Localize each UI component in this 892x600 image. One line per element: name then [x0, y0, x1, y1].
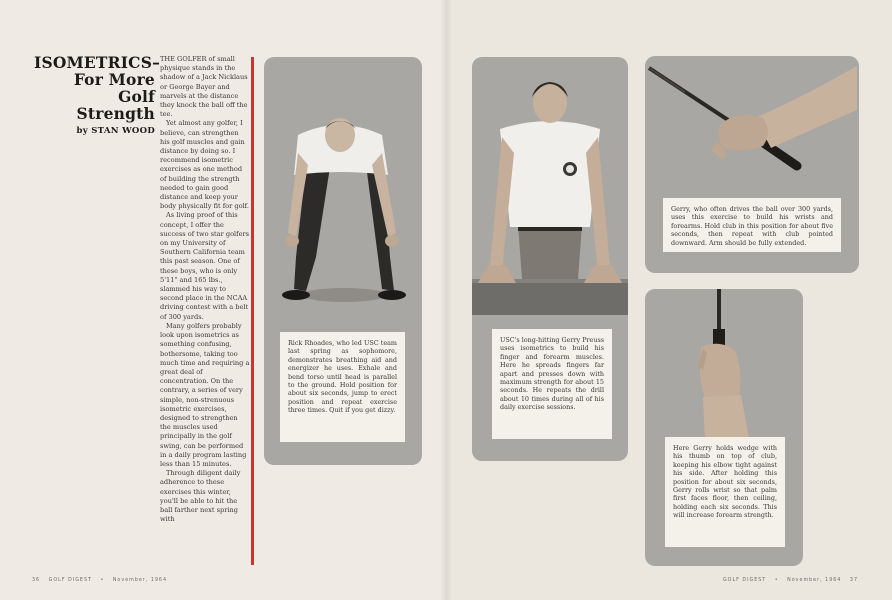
photo-panel-forearm-exercise	[645, 289, 803, 566]
body-paragraph: THE GOLFER of small physique stands in the shadow of a Jack Nicklaus or George Bayer and marvels at the distance they knock the ball off the tee.	[160, 55, 248, 119]
byline: by STAN WOOD	[76, 126, 155, 136]
page-number-right: 37	[849, 578, 858, 583]
footer-left	[32, 578, 173, 583]
issue-date-right: November, 1964	[787, 578, 842, 583]
magazine-name-left: GOLF DIGEST	[48, 578, 92, 583]
footer-bullet-right: •	[774, 578, 779, 583]
article-title-line-1: ISOMETRICS–	[34, 53, 161, 72]
caption-photo-4: Here Gerry holds wedge with his thumb on top of club, keeping his elbow tight against his side. After holding this position for about six seconds, Gerry rolls wrist so that palm first faces floor, then ceiling, holding each six seconds. This will increase forearm strength.	[665, 437, 785, 547]
body-paragraph: Many golfers probably look upon isometrics as something confusing, bothersome, taking too much time and requiring a great deal of concentration. On the contrary, a series of very simple, non-strenuous isometric exercises, designed to strengthen the muscles used principally in the golf swing, can be performed in a daily program lasting less than 15 minutes.	[160, 321, 250, 468]
photo-panel-wrist-exercise	[645, 56, 859, 273]
body-paragraph: Through diligent daily adherence to these exercises this winter, you'll be able to hit the ball farther next spring with	[160, 469, 241, 524]
footer-bullet-left: •	[100, 578, 105, 583]
article-title-block	[34, 53, 161, 136]
caption-photo-3: Gerry, who often drives the ball over 300 yards, uses this exercise to build his wrists and forearms. Hold club in this position for about five seconds, then repeat with club pointed downward. Arm should be fully extended.	[663, 198, 841, 252]
article-body	[160, 55, 250, 524]
photo-panel-finger-press	[472, 57, 628, 461]
body-paragraph: Yet almost any golfer, I believe, can strengthen his golf muscles and gain distance by doing so. I recommend isometric exercises as one method of building the strength needed to gain good distance and keep your body physically fit for golf.	[160, 119, 249, 211]
article-title-line-2: For More Golf	[73, 70, 155, 106]
caption-photo-2: USC's long-hitting Gerry Preuss uses isometrics to build his finger and forearm muscles. Here he spreads fingers far apart and presses down with maximum strength for about 15 seconds. He repeats the drill about 10 times during all of his daily exercise sessions.	[492, 329, 612, 439]
body-paragraph: As living proof of this concept, I offer the success of two star golfers on my University of Southern California team this past season. One of these boys, who is only 5'11" and 165 lbs., slammed his way to second place in the NCAA driving contest with a belt of 300 yards.	[160, 211, 250, 321]
photo-panel-bending-exercise	[264, 57, 422, 465]
issue-date-left: November, 1964	[112, 578, 168, 583]
article-title-line-3: Strength	[76, 104, 155, 123]
caption-photo-1: Rick Rhoades, who led USC team last spring as sophomore, demonstrates breathing aid and energizer he uses. Exhale and bend torso until head is parallel to the ground. Hold position for about six seconds, jump to erect position and repeat exercise three times. Quit if you get dizzy.	[280, 332, 405, 442]
red-divider-rule	[251, 57, 254, 565]
page-number-left: 36	[32, 578, 41, 583]
magazine-name-right: GOLF DIGEST	[722, 578, 767, 583]
page-gutter	[440, 0, 452, 600]
footer-right	[723, 578, 864, 583]
